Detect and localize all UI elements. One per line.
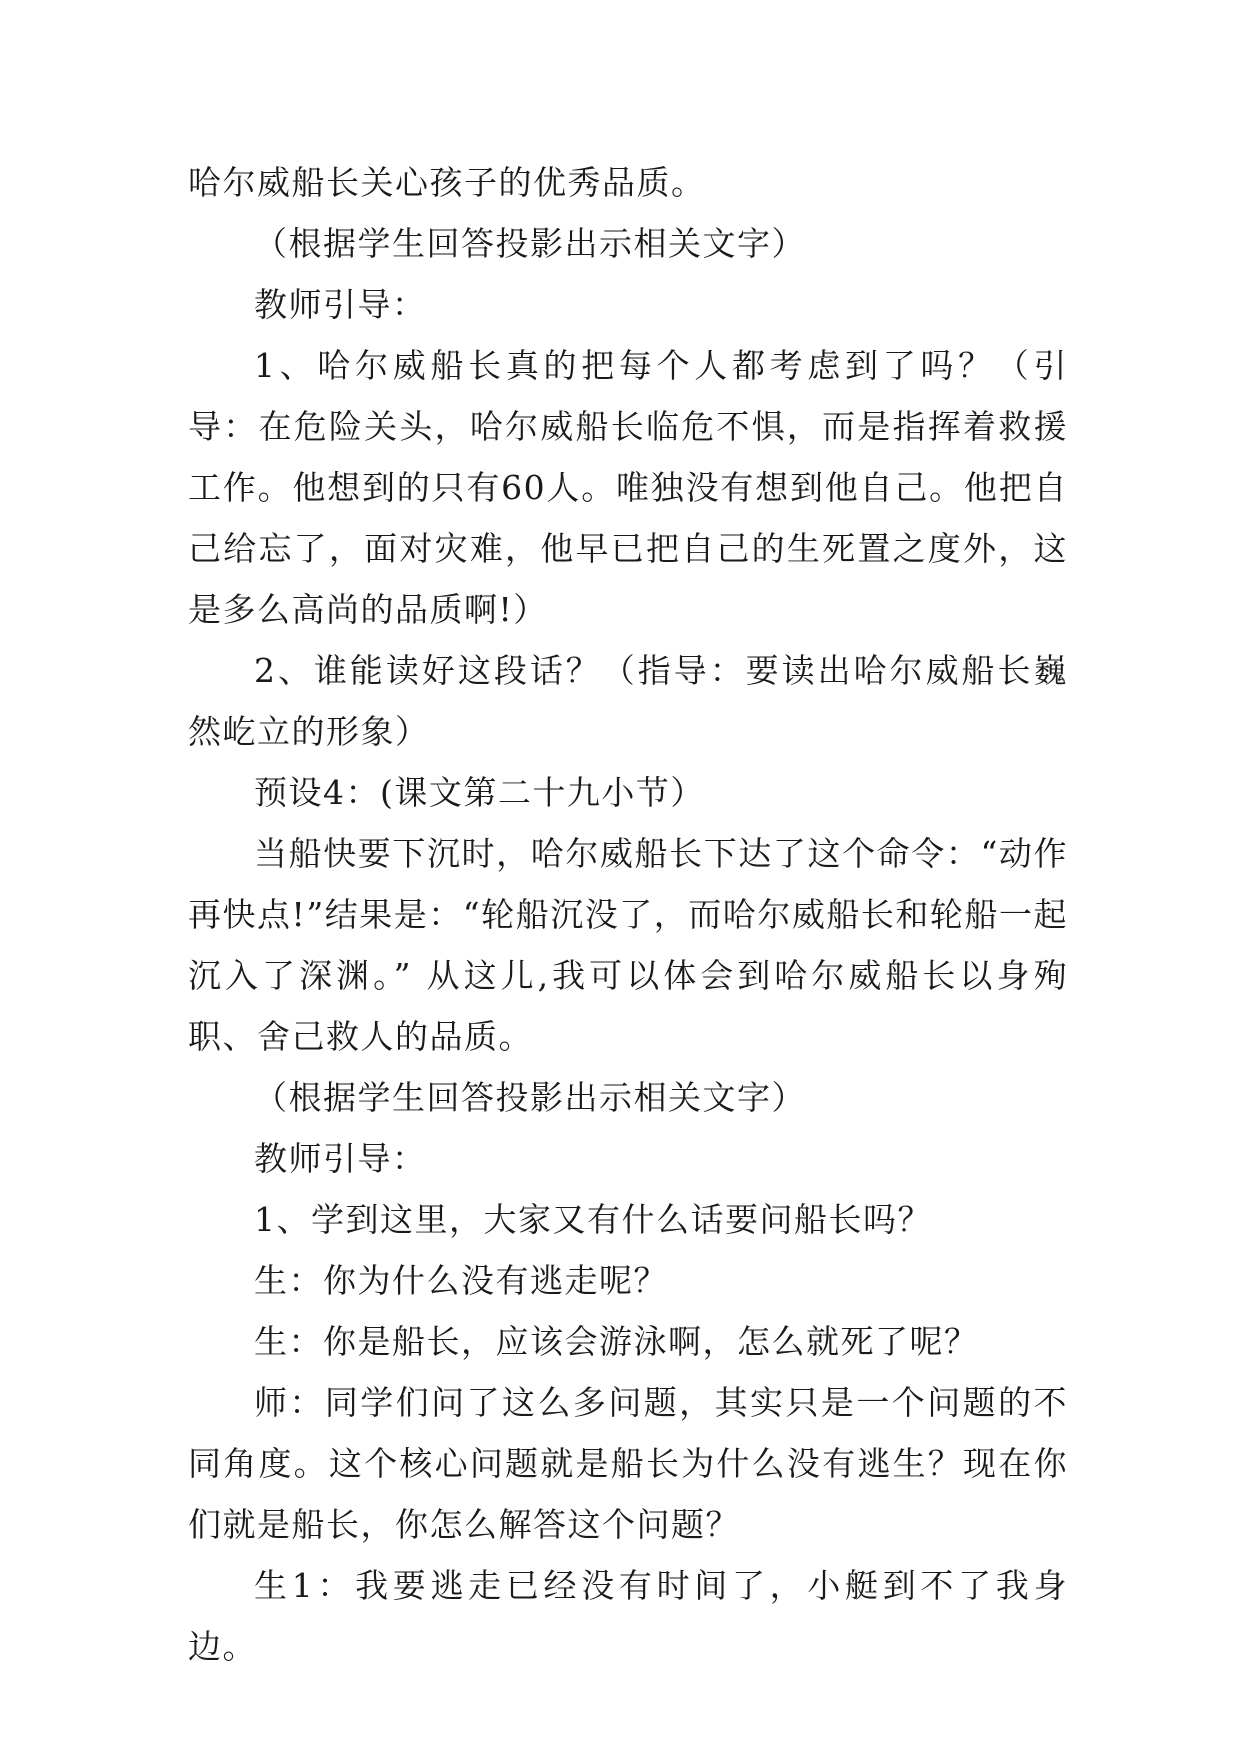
paragraph: 1、学到这里，大家又有什么话要问船长吗？ [254,1200,932,1239]
paragraph: 预设4：(课文第二十九小节） [254,773,705,812]
paragraph: 当船快要下沉时，哈尔威船长下达了这个命令：“动作再快点!”结果是：“轮船沉没了，而哈尔威船长和轮船一起沉入了深渊。” 从这儿,我可以体会到哈尔威船长以身殉职、舍己救人的品质。 [188,834,1068,1056]
paragraph: （根据学生回答投影出示相关文字） [254,1078,806,1117]
paragraph: 教师引导： [254,1139,427,1178]
paragraph: 生1：我要逃走已经没有时间了，小艇到不了我身边。 [188,1566,1068,1666]
paragraph: （根据学生回答投影出示相关文字） [254,224,806,263]
paragraph: 1、哈尔威船长真的把每个人都考虑到了吗？（引导：在危险关头，哈尔威船长临危不惧，而是指挥着救援工作。他想到的只有60人。唯独没有想到他自己。他把自己给忘了，面对灾难，他早已把自己的生死置之度外，这是多么高尚的品质啊!） [188,346,1068,629]
paragraph: 生：你为什么没有逃走呢？ [254,1261,668,1300]
document-body [188,152,1068,1677]
paragraph: 2、谁能读好这段话？（指导：要读出哈尔威船长巍然屹立的形象） [188,651,1068,751]
paragraph: 生：你是船长，应该会游泳啊，怎么就死了呢？ [254,1322,979,1361]
paragraph: 教师引导： [254,285,427,324]
paragraph: 师：同学们问了这么多问题，其实只是一个问题的不同角度。这个核心问题就是船长为什么没有逃生？现在你们就是船长，你怎么解答这个问题？ [188,1383,1068,1544]
paragraph: 哈尔威船长关心孩子的优秀品质。 [188,163,706,202]
